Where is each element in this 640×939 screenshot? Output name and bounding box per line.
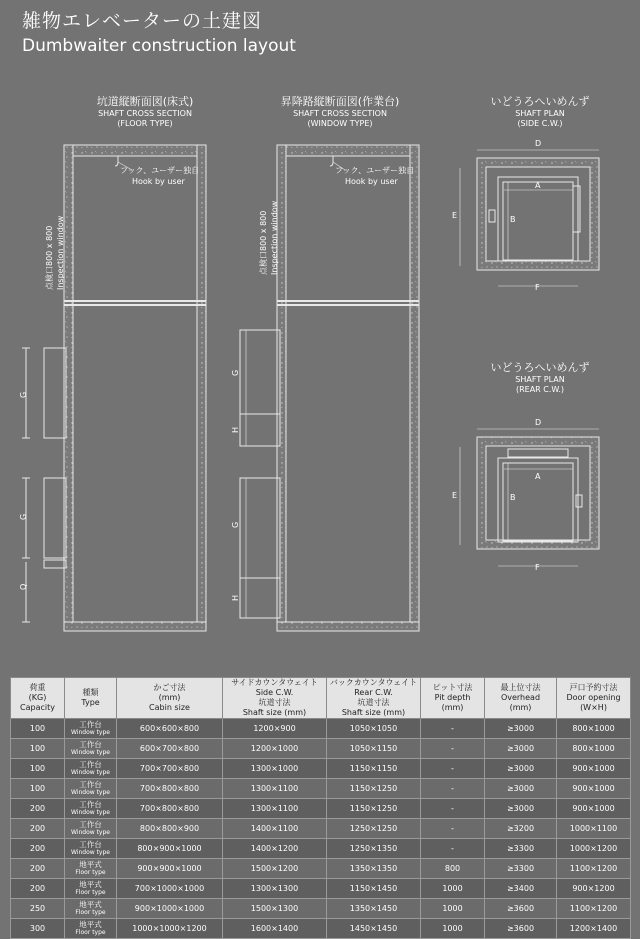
cell-door: 1100×1200: [557, 859, 631, 879]
cell-side-cw: 1200×900: [223, 719, 327, 739]
spec-table-body: [11, 719, 631, 939]
plan-rear-dim-f: F: [535, 563, 540, 572]
cell-type-en: Window type: [71, 849, 110, 856]
table-row: [11, 739, 631, 759]
plan-side-dim-f: F: [535, 283, 540, 292]
cell-capacity: 200: [11, 839, 65, 859]
window-section-title-en: SHAFT CROSS SECTION: [293, 109, 387, 118]
cell-type-en: Window type: [71, 789, 110, 796]
cell-rear-cw: 1350×1450: [327, 899, 421, 919]
cell-type-en: Window type: [71, 769, 110, 776]
table-row: [11, 919, 631, 939]
table-header-row: [11, 678, 631, 719]
floor-section-title-jp: 坑道縦断面図(床式): [96, 95, 194, 108]
cell-overhead: ≥3000: [485, 739, 557, 759]
page-title: 雑物エレベーターの土建図: [22, 10, 263, 32]
cell-pit: -: [421, 719, 485, 739]
header-side-cw: サイドカウンタウェイト Side C.W. 坑道寸法 Shaft size (mm): [223, 678, 327, 719]
table-row: [11, 719, 631, 739]
cell-rear-cw: 1050×1150: [327, 739, 421, 759]
cell-type-en: Window type: [71, 749, 110, 756]
cell-capacity: 100: [11, 719, 65, 739]
cell-type-jp: 地平式: [79, 900, 102, 909]
cell-type-en: Floor type: [75, 869, 106, 876]
cell-capacity: 250: [11, 899, 65, 919]
cell-pit: 800: [421, 859, 485, 879]
floor-inspect-en: Inspection window: [56, 215, 65, 290]
cell-cabin: 600×600×800: [117, 719, 223, 739]
floor-door-1: [44, 348, 66, 438]
window-inspect-jp: 点検口800 x 800: [259, 210, 268, 275]
cell-capacity: 200: [11, 879, 65, 899]
cell-overhead: ≥3300: [485, 839, 557, 859]
window-section-type: (WINDOW TYPE): [307, 119, 373, 128]
plan-rear-dim-d: D: [535, 418, 542, 427]
floor-dim-g1: G: [19, 391, 28, 398]
cell-pit: -: [421, 739, 485, 759]
cell-cabin: 600×700×800: [117, 739, 223, 759]
cell-type-en: Floor type: [75, 889, 106, 896]
table-row: [11, 859, 631, 879]
cell-cabin: 800×900×1000: [117, 839, 223, 859]
plan-rear-type: (REAR C.W.): [515, 385, 565, 394]
cell-rear-cw: 1050×1050: [327, 719, 421, 739]
header-door: 戸口予約寸法 Door opening (W×H): [557, 678, 631, 719]
cell-capacity: 100: [11, 739, 65, 759]
plan-rear-dim-e: E: [452, 491, 458, 500]
cell-overhead: ≥3000: [485, 799, 557, 819]
page-subtitle: Dumbwaiter construction layout: [22, 36, 296, 56]
plan-side-dim-b: B: [510, 215, 516, 224]
cell-rear-cw: 1350×1350: [327, 859, 421, 879]
plan-rear-drawing: [460, 429, 599, 566]
cell-overhead: ≥3600: [485, 899, 557, 919]
cell-overhead: ≥3400: [485, 879, 557, 899]
floor-hook-en: Hook by user: [132, 177, 185, 186]
cell-cabin: 900×1000×1000: [117, 899, 223, 919]
cell-pit: -: [421, 779, 485, 799]
floor-section-right-wall: [197, 145, 206, 631]
header-pit: ピット寸法 Pit depth (mm): [421, 678, 485, 719]
plan-rear-title-jp: いどうろへいめんず: [490, 361, 590, 374]
window-section-pit-floor: [277, 622, 419, 631]
cell-overhead: ≥3000: [485, 759, 557, 779]
cell-rear-cw: 1150×1250: [327, 799, 421, 819]
cell-rear-cw: 1250×1350: [327, 839, 421, 859]
cell-cabin: 700×1000×1000: [117, 879, 223, 899]
cell-type-en: Window type: [71, 729, 110, 736]
cell-side-cw: 1300×1300: [223, 879, 327, 899]
cell-rear-cw: 1150×1450: [327, 879, 421, 899]
window-hook-en: Hook by user: [345, 177, 398, 186]
floor-dim-q: Q: [19, 583, 28, 590]
floor-dim-g2: G: [19, 513, 28, 520]
cell-cabin: 700×800×800: [117, 779, 223, 799]
floor-section-drawing: [22, 145, 206, 631]
header-capacity: 荷重 (KG) Capacity: [11, 678, 65, 719]
cell-rear-cw: 1150×1250: [327, 779, 421, 799]
floor-door-2: [44, 478, 66, 558]
cell-door: 1000×1100: [557, 819, 631, 839]
cell-type-en: Floor type: [75, 909, 106, 916]
plan-side-dim-d: D: [535, 139, 542, 148]
cell-door: 900×1000: [557, 779, 631, 799]
floor-section-roof-slab: [64, 145, 206, 156]
plan-rear-dim-a: A: [535, 472, 541, 481]
cell-pit: 1000: [421, 899, 485, 919]
cell-cabin: 700×800×800: [117, 799, 223, 819]
cell-type: [65, 899, 117, 919]
cell-type: [65, 759, 117, 779]
cell-cabin: 900×900×1000: [117, 859, 223, 879]
cell-cabin: 1000×1000×1200: [117, 919, 223, 939]
cell-side-cw: 1400×1100: [223, 819, 327, 839]
cell-side-cw: 1500×1300: [223, 899, 327, 919]
cell-type: [65, 839, 117, 859]
cell-type: [65, 779, 117, 799]
cell-type: [65, 859, 117, 879]
cell-door: 900×1000: [557, 799, 631, 819]
cell-capacity: 200: [11, 859, 65, 879]
cell-rear-cw: 1450×1450: [327, 919, 421, 939]
table-row: [11, 799, 631, 819]
cell-type-jp: 地平式: [79, 920, 102, 929]
cell-pit: -: [421, 799, 485, 819]
cell-pit: -: [421, 759, 485, 779]
cell-type-en: Floor type: [75, 929, 106, 936]
header-cabin: かご寸法 (mm) Cabin size: [117, 678, 223, 719]
cell-door: 900×1000: [557, 759, 631, 779]
window-section-right-wall: [410, 145, 419, 631]
cell-pit: 1000: [421, 919, 485, 939]
cell-door: 1200×1400: [557, 919, 631, 939]
cell-capacity: 300: [11, 919, 65, 939]
window-section-title-jp: 昇降路縦断面図(作業台): [280, 95, 400, 108]
plan-side-title-jp: いどうろへいめんず: [490, 95, 590, 108]
table-row: [11, 779, 631, 799]
cell-door: 1000×1200: [557, 839, 631, 859]
cell-type-jp: 工作台: [79, 780, 102, 789]
plan-side-dim-e: E: [452, 211, 458, 220]
floor-section-pit-floor: [64, 622, 206, 631]
cell-overhead: ≥3000: [485, 719, 557, 739]
window-dim-g2: G: [231, 521, 240, 528]
spec-table: [10, 677, 631, 939]
cell-type-jp: 工作台: [79, 740, 102, 749]
header-overhead: 最上位寸法 Overhead (mm): [485, 678, 557, 719]
cell-type: [65, 799, 117, 819]
cell-type-jp: 工作台: [79, 760, 102, 769]
cell-pit: -: [421, 839, 485, 859]
cell-type-en: Window type: [71, 829, 110, 836]
cell-overhead: ≥3000: [485, 779, 557, 799]
cell-type-jp: 工作台: [79, 840, 102, 849]
cell-type-en: Window type: [71, 809, 110, 816]
cell-side-cw: 1400×1200: [223, 839, 327, 859]
cell-type-jp: 工作台: [79, 820, 102, 829]
cell-overhead: ≥3300: [485, 859, 557, 879]
cell-door: 800×1000: [557, 739, 631, 759]
cell-type-jp: 工作台: [79, 800, 102, 809]
cell-pit: -: [421, 819, 485, 839]
plan-side-dim-a: A: [535, 181, 541, 190]
window-dim-h1: H: [231, 426, 240, 433]
plan-rear-title-en: SHAFT PLAN: [515, 375, 565, 384]
cell-capacity: 100: [11, 759, 65, 779]
window-dim-g1: G: [231, 369, 240, 376]
cell-type: [65, 919, 117, 939]
table-row: [11, 879, 631, 899]
table-row: [11, 899, 631, 919]
table-row: [11, 819, 631, 839]
cell-side-cw: 1300×1100: [223, 779, 327, 799]
window-section-roof-slab: [277, 145, 419, 156]
header-rear-cw: バックカウンタウェイト Rear C.W. 坑道寸法 Shaft size (mm): [327, 678, 421, 719]
header-type: 種類 Type: [65, 678, 117, 719]
cell-side-cw: 1300×1000: [223, 759, 327, 779]
plan-side-title-en: SHAFT PLAN: [515, 109, 565, 118]
cell-capacity: 200: [11, 799, 65, 819]
floor-section-title-en: SHAFT CROSS SECTION: [98, 109, 192, 118]
cell-rear-cw: 1150×1150: [327, 759, 421, 779]
table-row: [11, 759, 631, 779]
floor-hook-jp: フック、ユーザー独自: [120, 166, 200, 175]
cell-capacity: 100: [11, 779, 65, 799]
cell-side-cw: 1500×1200: [223, 859, 327, 879]
window-inspect-en: Inspection window: [270, 200, 279, 275]
cell-side-cw: 1600×1400: [223, 919, 327, 939]
cell-door: 800×1000: [557, 719, 631, 739]
cell-overhead: ≥3200: [485, 819, 557, 839]
cell-rear-cw: 1250×1250: [327, 819, 421, 839]
window-dim-h2: H: [231, 594, 240, 601]
cell-type-jp: 地平式: [79, 880, 102, 889]
plan-side-drawing: [460, 150, 599, 286]
plan-rear-dim-b: B: [510, 493, 516, 502]
cell-type: [65, 819, 117, 839]
cell-type: [65, 719, 117, 739]
window-hook-jp: フック、ユーザー独自: [335, 166, 415, 175]
plan-side-type: (SIDE C.W.): [517, 119, 563, 128]
cell-cabin: 800×800×900: [117, 819, 223, 839]
cell-pit: 1000: [421, 879, 485, 899]
cell-type: [65, 879, 117, 899]
cell-side-cw: 1200×1000: [223, 739, 327, 759]
cell-door: 900×1200: [557, 879, 631, 899]
floor-inspect-jp: 点検口800 x 800: [45, 225, 54, 290]
floor-section-type: (FLOOR TYPE): [117, 119, 173, 128]
cell-type: [65, 739, 117, 759]
cell-type-jp: 地平式: [79, 860, 102, 869]
cell-overhead: ≥3600: [485, 919, 557, 939]
cell-cabin: 700×700×800: [117, 759, 223, 779]
table-row: [11, 839, 631, 859]
cell-capacity: 200: [11, 819, 65, 839]
cell-door: 1100×1200: [557, 899, 631, 919]
cell-type-jp: 工作台: [79, 720, 102, 729]
cell-side-cw: 1300×1100: [223, 799, 327, 819]
